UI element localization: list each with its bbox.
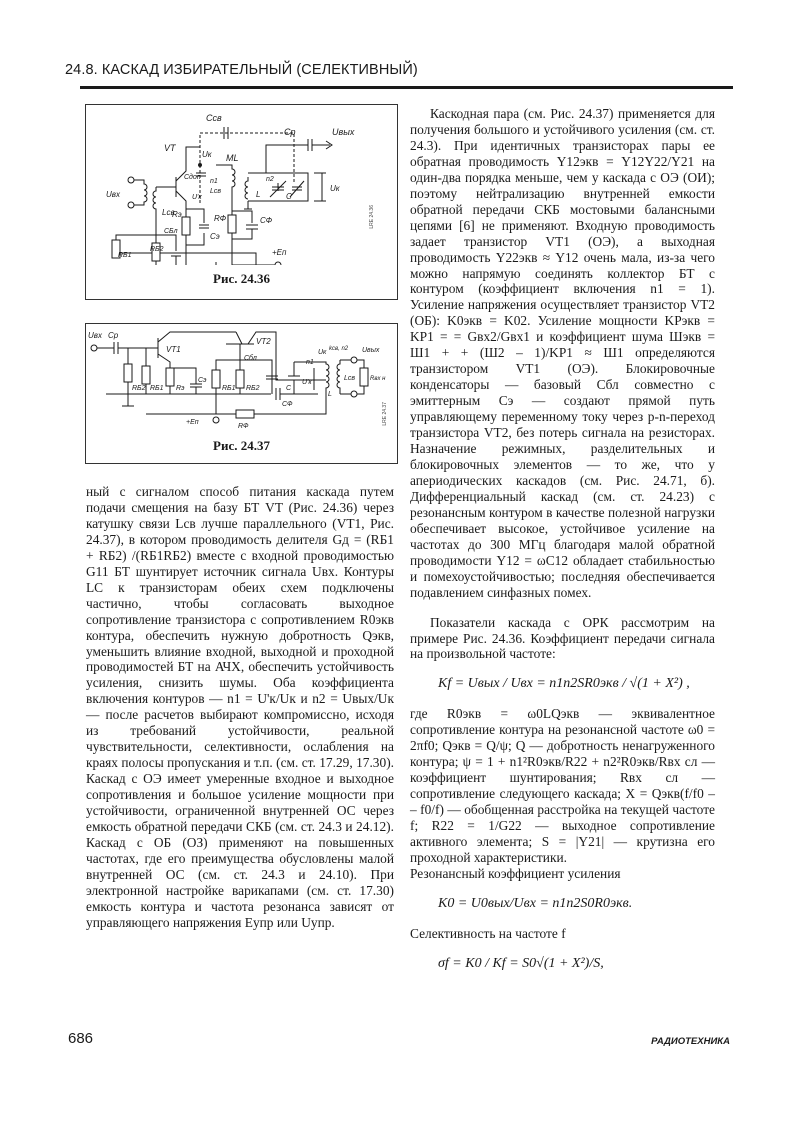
paragraph-definitions: где R0экв = ω0LQэкв — эквивалентное сопротивление контура на резонансной частоте ω0 = 2πf0; Qэкв = Q/ψ; Q — добротность ненагруженного контура; ψ = 1 + n1²R0экв/R22 + n2²R0экв/Rвх сл — коэффициент шунтирования; Rвх сл — сопротивление следующего каскада; X = Qэкв(f/f0 – – f0/f) — обобщенная расстройка на текущей частоте f; R22 = 1/G22 — выходное сопротивление активного элемента; S = |Y21| — крутизна его проходной характеристики. (410, 706, 715, 865)
input-coil (134, 180, 147, 205)
formula-transfer-coefficient: Kf = Uвых / Uвх = n1n2SR0экв / √(1 + X²) , (438, 676, 690, 692)
r-b1-b (212, 370, 220, 388)
input-terminal-top (128, 177, 134, 183)
figure-code: LRE 24.36 (369, 205, 375, 229)
label-c-r: Cр (284, 127, 296, 137)
formula-selectivity: σf = K0 / Kf = S0√(1 + X²)/S, (438, 955, 604, 971)
figure-24-36 (85, 104, 398, 300)
label-c-e: Cэ (210, 232, 220, 241)
label-vt1: VT1 (166, 345, 181, 354)
formula-resonant-gain: K0 = U0вых/Uвх = n1n2S0R0экв. (438, 895, 633, 911)
section-title: 24.8. КАСКАД ИЗБИРАТЕЛЬНЫЙ (СЕЛЕКТИВНЫЙ) (65, 62, 418, 78)
figure-code: LRE 24.37 (382, 402, 388, 426)
label-n1: n1 (306, 359, 314, 366)
label-l: L (328, 391, 332, 398)
label-r-f: RФ (238, 423, 249, 430)
figure-caption: Рис. 24.36 (213, 271, 270, 286)
r-b2-b (236, 370, 244, 388)
label-u-in: Uвх (106, 190, 120, 199)
l-sv-coil (337, 360, 340, 394)
label-l-sv-inner: Lсв (210, 188, 222, 195)
figure-24-37 (85, 323, 398, 464)
paragraph-selectivity: Селективность на частоте f (410, 925, 566, 941)
label-c: C (286, 192, 292, 201)
label-e-p: +Eп (186, 419, 199, 426)
label-c-bl: Cбл (244, 355, 257, 362)
label-c-r: Cр (108, 331, 119, 340)
r-f (228, 215, 236, 233)
label-r-in-load: Rвх н (370, 376, 386, 382)
label-c-bl: CБл (164, 228, 178, 235)
label-u-k: Uк (318, 349, 327, 356)
book-title: РАДИОТЕХНИКА (651, 1036, 730, 1047)
r-b1-a (142, 366, 150, 384)
label-r-b2-a: RБ2 (132, 385, 146, 392)
r-f (236, 410, 254, 418)
tank-coil (294, 362, 329, 394)
label-l-sv: Lсв (162, 208, 175, 217)
label-u-k-right: Uк (330, 184, 340, 193)
output-wire (266, 145, 308, 173)
label-r-e: Rэ (176, 385, 185, 392)
label-n2: n2 (266, 176, 274, 183)
label-u-out: Uвых (332, 127, 355, 137)
paragraph-indicators: Показатели каскада с ОРК рассмотрим на примере Рис. 24.36. Коэффициент передачи сигнала на произвольной частоте: (410, 614, 715, 662)
page-number: 686 (68, 1030, 94, 1047)
label-u-k-top: Uк (202, 150, 212, 159)
label-u-out: Uвых (362, 347, 380, 354)
label-m-l: ML (226, 153, 239, 163)
input-terminal-bottom (128, 202, 134, 208)
right-column (410, 106, 715, 986)
left-column (86, 484, 394, 931)
paragraph-cascode: Каскодная пара (см. Рис. 24.37) применяется для получения большого и устойчивого усиления (см. ст. 24.3). При идентичных транзисторах пары ее обратная проводимость Y12экв = Y12Y22/Y21 на один-два порядка меньше, чем у каскада с ОЭ (ОИ); поэтому нейтрализацию внутренней емкости обратной передачи CКБ мостовыми балансными цепями [6] не применяют. Входную проводимость задает транзистор VT1 (ОЭ), а выходная проводимость Y22экв ≈ Y12 очень мала, из-за чего можно напрямую соединять коллектор БТ с контуром (коэффициент включения n1 = 1). Усиление напряжения осуществляет транзистор VT2 (ОБ): K0экв = K02. Усиление мощности KPэкв = KP1 = = Gвх2/Gвх1 и коэффициент шума Шэкв = Ш1 + + (Ш2 – 1)/KP1 ≈ Ш1 определяются транзистором VT1 (ОЭ). Блокировочные конденсаторы — базовый Cбл совместно с эмиттерным Cэ — создают прямой путь управляющему переменному току через p-n-переход транзистора VT2, без потерь сигнала на резисторах. Назначение режимных, разделительных и блокировочных элементов — то же, что у апериодических каскадов (см. Рис. 24.71, б). Дифференциальный каскад (см. ст. 24.23) с резонансным контуром в качестве полезной нагрузки обеспечивает высокое, устойчивое усиление на частотах до 300 МГц благодаря малой обратной проводимости Y12 = ωC12 обладает стабильностью и помехоустойчивостью; последняя обеспечивается подавлением синфазных помех. (410, 106, 715, 600)
paragraph: ный с сигналом способ питания каскада путем подачи смещения на базу БТ VT (Рис. 24.36) через катушку связи Lсв лучше параллельного (VT1, Рис. 24.37), в котором проводимость делителя Gд = (RБ1 + RБ2) /(RБ1RБ2) вместе с входной проводимостью G11 БТ шунтирует источник сигнала Uвх. Контуры LC к транзисторам обеих схем подключены частично, чтобы согласовать выходное сопротивление транзистора с сопротивлением R0экв контура, обеспечить нужную добротность Qэкв, уменьшить влияние входной, выходной и проходной проводимостей БТ на АЧХ, обеспечить устойчивость усиления, снизить шумы. Оба коэффициента включения контуров — n1 = U'к/Uк и n2 = Uвых/Uк — после расчетов выбирают компромиссно, исходя из требований устойчивости, реальной чувствительности, селективности, ослабления на краях полосы пропускания и т.п. (см. ст. 17.29, 17.30). Каскад с ОЭ имеет умеренные входное и выходное сопротивления и большое усиление мощности при устойчивости, ограниченной внутренней ОС через емкость обратной передачи CКБ (см. ст. 24.3 и 24.12). Каскад с ОБ (ОЗ) применяют на повышенных частотах, где его преимущества обусловлены малой внутренней ОС (см. ст. 24.3 и 24.10). При электронной настройке варикапами (см. ст. 17.30) емкость контура и частота резонанса зависят от управляющего напряжения Eупр или Uупр. (86, 484, 394, 930)
label-r-b2: RБ2 (150, 246, 164, 253)
ep-terminal (213, 417, 219, 423)
label-l: L (256, 190, 261, 199)
r-e (166, 368, 174, 386)
label-u-k-prime: U'к (192, 194, 202, 201)
r-in-load (360, 368, 368, 386)
label-c-e: Cэ (198, 377, 207, 384)
header-rule (80, 86, 733, 89)
label-l-sv: Lсв (344, 375, 356, 382)
r-b2-a (124, 364, 132, 382)
label-k-sv: kсв, n2 (329, 346, 349, 352)
input-terminal (91, 345, 97, 351)
label-c-sv: Cсв (206, 113, 222, 123)
paragraph-resonant-gain: Резонансный коэффициент усиления (410, 865, 621, 881)
label-u-k-prime: U'к (302, 379, 312, 386)
circuit-diagram-24-36 (86, 105, 397, 265)
label-r-b1-a: RБ1 (150, 385, 164, 392)
label-r-b1: RБ1 (118, 252, 132, 259)
label-vt2: VT2 (256, 337, 271, 346)
label-n1: n1 (210, 178, 218, 185)
label-u-in: Uвх (88, 331, 102, 340)
label-r-b1-b: RБ1 (222, 385, 236, 392)
label-r-e: Rэ (172, 210, 182, 219)
label-r-f: RФ (214, 214, 227, 223)
label-e-p: +Eп (272, 248, 287, 257)
figure-caption: Рис. 24.37 (213, 438, 270, 453)
r-e (182, 217, 190, 235)
output-terminal-bottom (351, 391, 357, 397)
label-c-f: CФ (282, 401, 293, 408)
tank-coil (245, 177, 248, 199)
label-c-dop: Cдоп (184, 174, 201, 181)
output-terminal-top (351, 357, 357, 363)
label-c: C (286, 385, 292, 392)
ep-terminal (275, 262, 281, 265)
label-c-f: CФ (260, 216, 273, 225)
label-vt: VT (164, 143, 176, 153)
circuit-diagram-24-37 (86, 324, 397, 436)
label-r-b2-b: RБ2 (246, 385, 260, 392)
l-sv-coil (153, 187, 156, 235)
uk-measure (314, 173, 326, 201)
